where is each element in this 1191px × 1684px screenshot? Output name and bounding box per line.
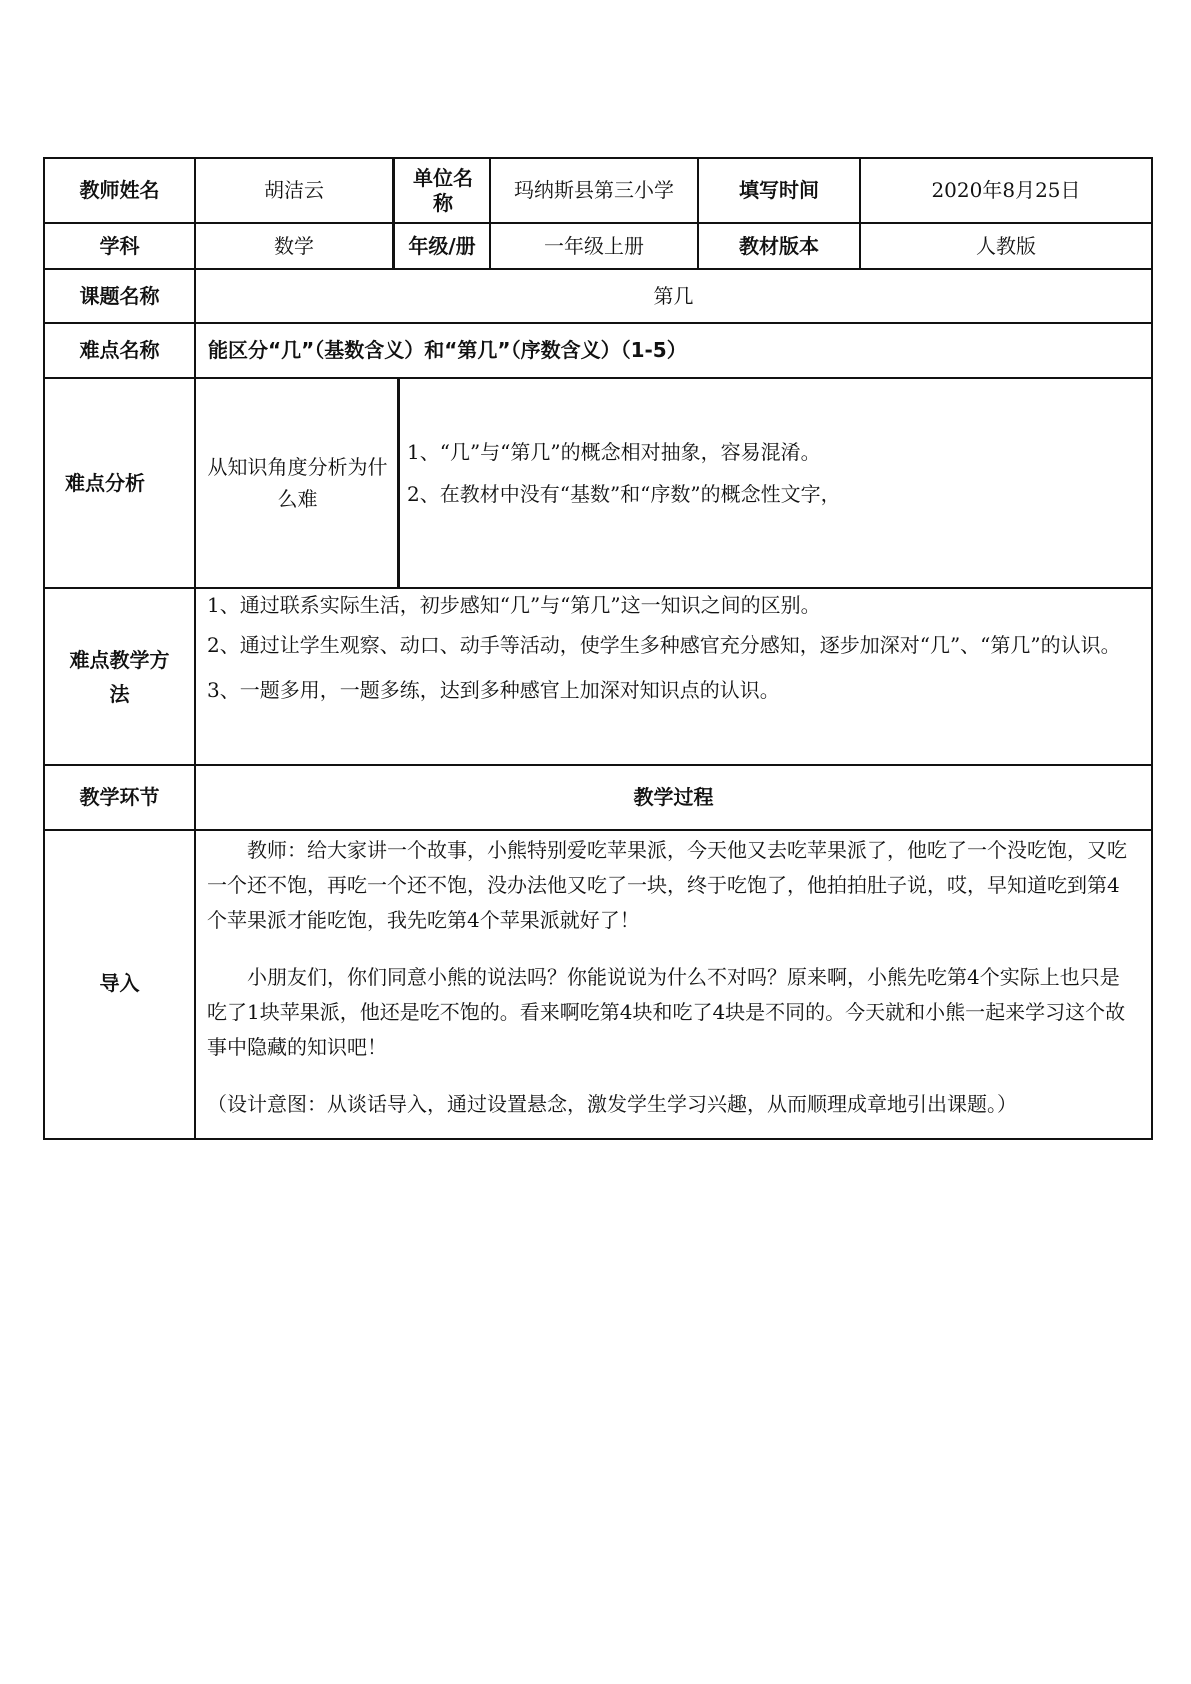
method-item: 1、通过联系实际生活，初步感知“几”与“第几”这一知识之间的区别。 <box>207 593 821 617</box>
intro-paragraph: （设计意图：从谈话导入，通过设置悬念，激发学生学习兴趣，从而顺理成章地引出课题。） <box>207 1092 1017 1116</box>
edition-value: 人教版 <box>976 233 1036 258</box>
lesson-plan-table <box>43 157 1153 1140</box>
intro-paragraph: 小朋友们，你们同意小熊的说法吗？你能说说为什么不对吗？原来啊，小熊先吃第4个实际上也只是吃了1块苹果派，他还是吃不饱的。看来啊吃第4块和吃了4块是不同的。今天就和小熊一起来学习这个故事中隐藏的知识吧！ <box>207 965 1126 1059</box>
method-item: 3、一题多用，一题多练，达到多种感官上加深对知识点的认识。 <box>207 678 780 702</box>
edition-label: 教材版本 <box>739 233 819 258</box>
row-divider <box>45 829 1151 831</box>
unit-label: 单位名称 <box>413 165 473 215</box>
analysis-item: 2、在教材中没有“基数”和“序数”的概念性文字， <box>407 482 841 506</box>
intro-label: 导入 <box>99 971 140 995</box>
grade-value: 一年级上册 <box>544 233 644 258</box>
analysis-items <box>407 434 1147 512</box>
grade-label: 年级/册 <box>408 233 476 258</box>
difficulty-label: 难点名称 <box>79 338 160 362</box>
method-item: 2、通过让学生观察、动口、动手等活动，使学生多种感官充分感知，逐步加深对“几”、“第几”的认识。 <box>207 633 1121 657</box>
intro-paragraph: 教师：给大家讲一个故事，小熊特别爱吃苹果派，今天他又去吃苹果派了，他吃了一个没吃饱，又吃一个还不饱，再吃一个还不饱，没办法他又吃了一块，终于吃饱了，他拍拍肚子说，哎，早知道吃到第4个苹果派才能吃饱，我先吃第4个苹果派就好了！ <box>207 838 1127 932</box>
unit-value: 玛纳斯县第三小学 <box>514 178 674 202</box>
methods-items <box>207 587 1137 713</box>
intro-content <box>207 833 1137 1122</box>
analysis-item: 1、“几”与“第几”的概念相对抽象，容易混淆。 <box>407 440 821 464</box>
analysis-label: 难点分析 <box>65 470 145 495</box>
subject-value: 数学 <box>274 233 314 258</box>
topic-value: 第几 <box>653 283 694 308</box>
column-divider <box>397 377 400 588</box>
process-label: 教学过程 <box>633 785 714 809</box>
analysis-sub-label: 从知识角度分析为什么难 <box>207 455 388 511</box>
subject-label: 学科 <box>99 233 140 258</box>
date-value: 2020年8月25日 <box>931 178 1081 202</box>
teacher-name-value: 胡洁云 <box>264 178 324 202</box>
teacher-name-label: 教师姓名 <box>79 178 160 202</box>
difficulty-value: 能区分“几”（基数含义）和“第几”（序数含义）（1-5） <box>208 338 687 362</box>
date-label: 填写时间 <box>739 178 819 202</box>
methods-label: 难点教学方法 <box>69 647 170 706</box>
stage-label: 教学环节 <box>79 785 160 809</box>
topic-label: 课题名称 <box>79 283 160 308</box>
